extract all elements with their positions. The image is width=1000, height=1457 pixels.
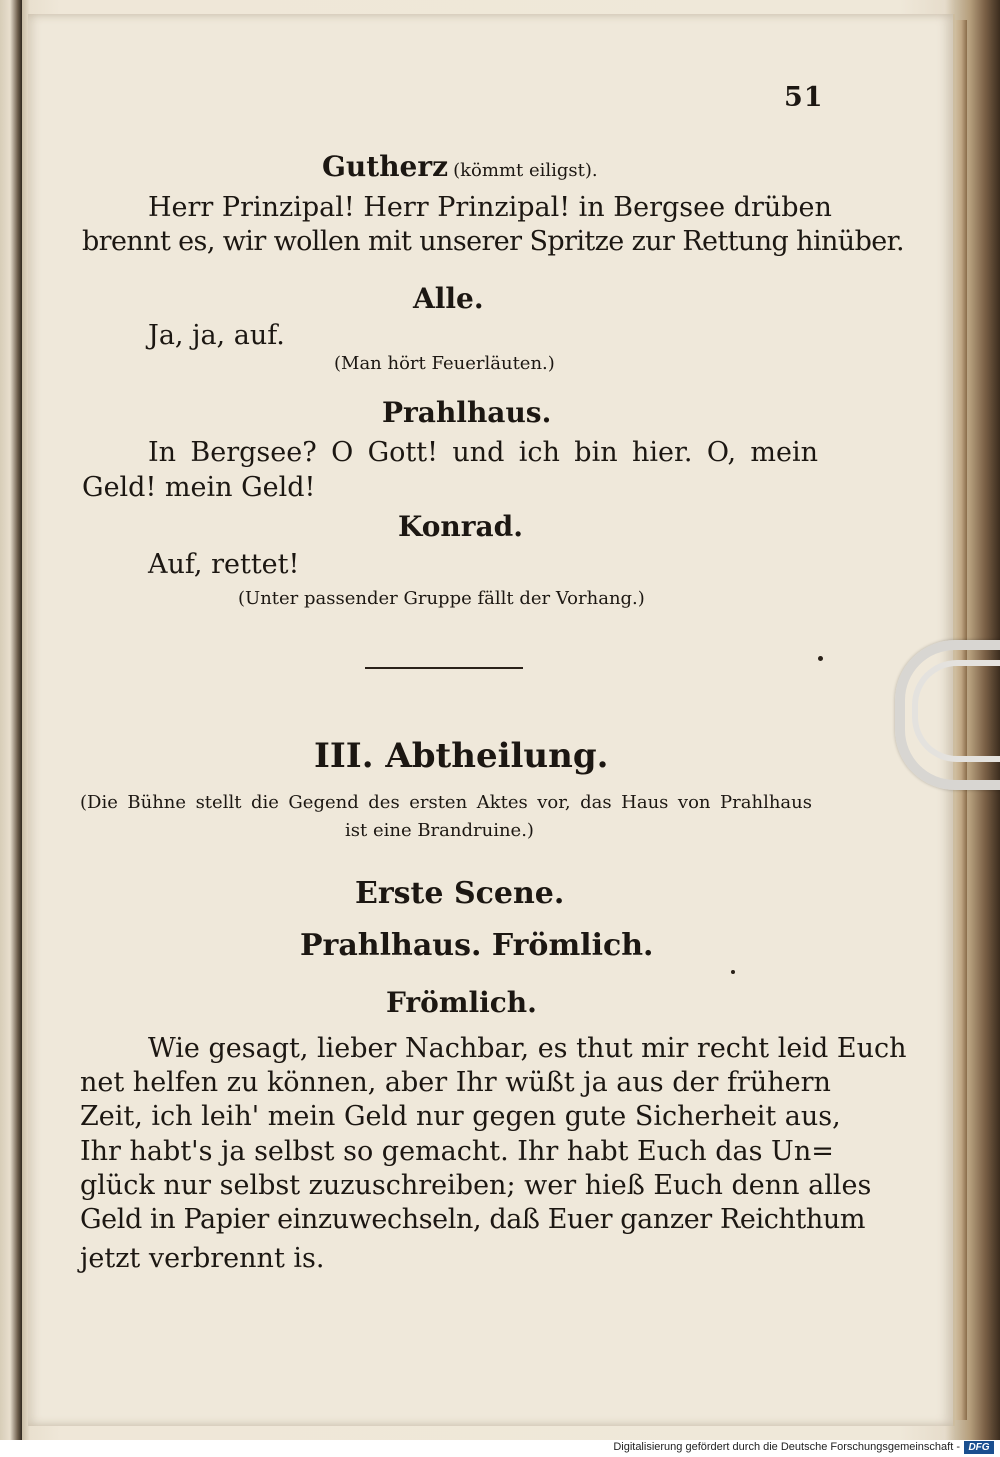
dialogue-line: Auf, rettet! [148, 549, 300, 580]
ink-speck [818, 656, 823, 661]
stage-direction: (Die Bühne stellt die Gegend des ersten Aktes vor, das Haus von Prahlhaus [80, 792, 812, 813]
speaker-name: Gutherz [322, 150, 449, 183]
stage-direction: (kömmt eiligst). [453, 160, 598, 181]
dialogue-line: brennt es, wir wollen mit unserer Spritze zur Rettung hinüber. [82, 226, 904, 257]
scene-characters: Prahlhaus. Frömlich. [300, 928, 654, 963]
dfg-logo-icon: DFG [964, 1441, 994, 1454]
footer-credit: Digitalisierung gefördert durch die Deutsche Forschungsgemeinschaft - [613, 1441, 960, 1453]
speaker-name: Prahlhaus. [382, 396, 552, 429]
speech-line: jetzt verbrennt is. [80, 1243, 325, 1274]
speaker-name: Konrad. [398, 510, 523, 543]
show-through-text [120, 195, 127, 220]
speech-line: glück nur selbst zuzuschreiben; wer hieß Euch denn alles [80, 1170, 872, 1201]
act-heading: III. Abtheilung. [314, 736, 609, 776]
stage-direction: (Man hört Feuerläuten.) [334, 353, 555, 374]
speech-line: Wie gesagt, lieber Nachbar, es thut mir recht leid Euch [148, 1033, 907, 1064]
facing-page-edge [0, 0, 22, 1440]
scene-title: Erste Scene. [355, 876, 565, 911]
paper-clip-inner-loop [912, 660, 1000, 762]
speaker-name: Alle. [413, 282, 484, 315]
dialogue-line: Herr Prinzipal! Herr Prinzipal! in Bergsee drüben [148, 192, 832, 223]
speech-line: Zeit, ich leih' mein Geld nur gegen gute Sicherheit aus, [80, 1101, 841, 1132]
speech-line: Ihr habt's ja selbst so gemacht. Ihr habt Euch das Un= [80, 1136, 834, 1167]
dialogue-line: Geld! mein Geld! [82, 472, 316, 503]
gutherz-heading [322, 150, 598, 183]
stage-direction: ist eine Brandruine.) [345, 820, 534, 841]
speech-line: net helfen zu können, aber Ihr wüßt ja aus der frühern [80, 1067, 831, 1098]
dialogue-line: Ja, ja, auf. [148, 320, 285, 351]
stage-direction: (Unter passender Gruppe fällt der Vorhang.) [238, 588, 645, 609]
page-number: 51 [784, 82, 824, 113]
speaker-name: Frömlich. [386, 986, 537, 1019]
speech-line: Geld in Papier einzuwechseln, daß Euer ganzer Reichthum [80, 1204, 866, 1235]
dialogue-line: In Bergsee? O Gott! und ich bin hier. O, mein [148, 437, 818, 468]
ink-speck [731, 970, 735, 974]
section-divider [365, 667, 523, 669]
